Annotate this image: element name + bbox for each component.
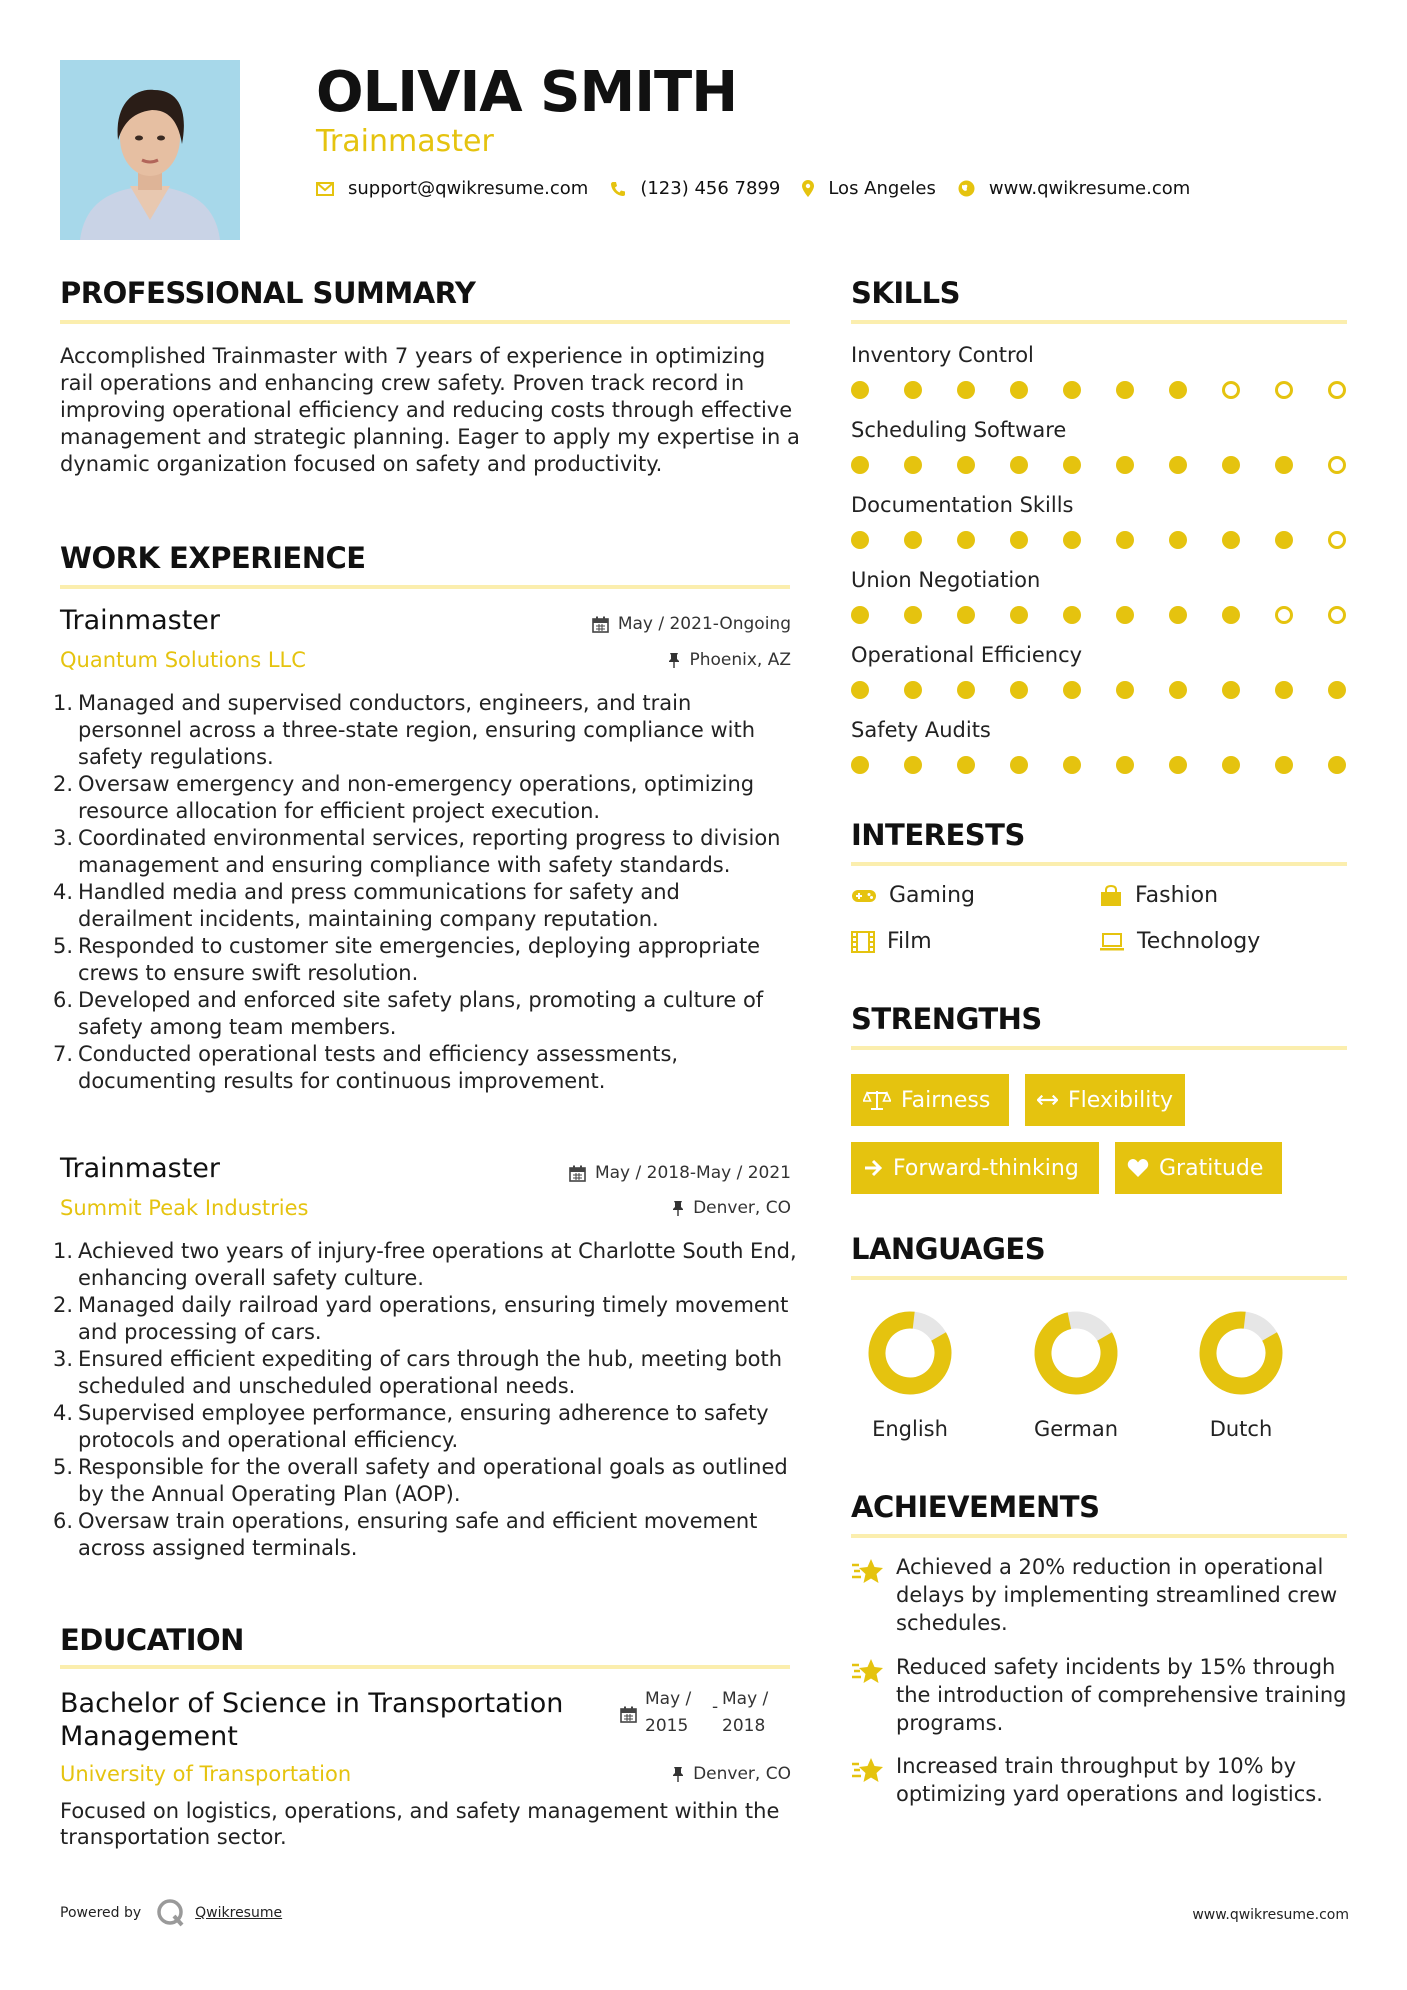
rating-dot-filled bbox=[1169, 681, 1187, 699]
achievement-text: Increased train throughput by 10% by optimizing yard operations and logistics. bbox=[896, 1754, 1323, 1806]
pushpin-icon bbox=[668, 652, 680, 668]
contact-website[interactable] bbox=[958, 178, 1190, 199]
rating-dot-filled bbox=[904, 756, 922, 774]
education-location-text: Denver, CO bbox=[693, 1764, 791, 1784]
rating-dot-filled bbox=[1222, 531, 1240, 549]
rating-dot-filled bbox=[904, 681, 922, 699]
rating-dot-filled bbox=[1063, 681, 1081, 699]
skill-name: Inventory Control bbox=[851, 343, 1034, 367]
summary-rule bbox=[60, 320, 790, 324]
phone-icon bbox=[610, 181, 626, 197]
list-item: 1. Achieved two years of injury-free operations at Charlotte South End, enhancing overall safety culture. bbox=[53, 1239, 797, 1290]
calendar-icon bbox=[569, 1165, 586, 1182]
rating-dot-filled bbox=[851, 381, 869, 399]
rating-dot-empty bbox=[1328, 606, 1346, 624]
skills-rule bbox=[851, 320, 1347, 324]
contact-email[interactable] bbox=[316, 178, 588, 199]
star-icon bbox=[851, 1756, 885, 1784]
job-dates bbox=[540, 614, 791, 634]
work-rule bbox=[60, 585, 790, 589]
list-item: 2. Oversaw emergency and non-emergency operations, optimizing resource allocation for efficient project execution. bbox=[53, 772, 755, 823]
summary-heading: PROFESSIONAL SUMMARY bbox=[60, 276, 476, 310]
interest-label: Film bbox=[887, 929, 932, 954]
rating-dot-filled bbox=[904, 456, 922, 474]
interest-item-gaming bbox=[851, 883, 975, 908]
rating-dot-filled bbox=[1116, 531, 1134, 549]
rating-dot-filled bbox=[1010, 756, 1028, 774]
rating-dot-filled bbox=[957, 381, 975, 399]
gamepad-icon bbox=[851, 888, 877, 904]
shopping-bag-icon bbox=[1099, 885, 1123, 907]
skill-rating bbox=[851, 456, 1351, 478]
job-bullets bbox=[53, 1238, 798, 1562]
contact-phone[interactable] bbox=[610, 178, 780, 199]
strength-chip-gratitude bbox=[1115, 1142, 1282, 1194]
rating-dot-filled bbox=[1222, 606, 1240, 624]
star-icon bbox=[851, 1657, 885, 1685]
list-item: 3. Ensured efficient expediting of cars through the hub, meeting both scheduled and unscheduled operational needs. bbox=[53, 1347, 783, 1398]
list-item: 5. Responsible for the overall safety and operational goals as outlined by the Annual Operating Plan (AOP). bbox=[53, 1455, 788, 1506]
rating-dot-filled bbox=[1063, 606, 1081, 624]
list-item: 2. Managed daily railroad yard operations, ensuring timely movement and processing of cars. bbox=[53, 1293, 789, 1344]
rating-dot-filled bbox=[1275, 456, 1293, 474]
job-location-text: Denver, CO bbox=[693, 1198, 791, 1218]
achievements-heading: ACHIEVEMENTS bbox=[851, 1490, 1100, 1524]
rating-dot-filled bbox=[957, 456, 975, 474]
rating-dot-filled bbox=[1116, 681, 1134, 699]
job-company: Summit Peak Industries bbox=[60, 1196, 309, 1220]
interests-rule bbox=[851, 862, 1347, 866]
rating-dot-filled bbox=[1116, 381, 1134, 399]
list-item: 7. Conducted operational tests and efficiency assessments, documenting results for continuous improvement. bbox=[53, 1042, 679, 1093]
language-ring-english bbox=[865, 1308, 955, 1398]
interest-item-film bbox=[851, 929, 932, 954]
rating-dot-filled bbox=[957, 681, 975, 699]
rating-dot-filled bbox=[1063, 456, 1081, 474]
language-label-german: German bbox=[1033, 1417, 1119, 1441]
interest-label: Gaming bbox=[889, 883, 975, 908]
powered-by-text: Powered by bbox=[60, 1905, 142, 1921]
skill-name: Scheduling Software bbox=[851, 418, 1067, 442]
strength-chip-fairness bbox=[851, 1074, 1009, 1126]
strengths-rule bbox=[851, 1046, 1347, 1050]
skills-heading: SKILLS bbox=[851, 276, 960, 310]
skill-rating bbox=[851, 606, 1351, 628]
education-location bbox=[600, 1764, 791, 1784]
list-item: 4. Supervised employee performance, ensuring adherence to safety protocols and operational efficiency. bbox=[53, 1401, 769, 1452]
language-ring-german bbox=[1031, 1308, 1121, 1398]
rating-dot-filled bbox=[1328, 681, 1346, 699]
education-rule bbox=[60, 1665, 790, 1669]
calendar-icon bbox=[592, 616, 609, 633]
language-ring-dutch bbox=[1196, 1308, 1286, 1398]
phone-text: (123) 456 7899 bbox=[640, 178, 781, 199]
globe-icon bbox=[958, 180, 975, 197]
rating-dot-empty bbox=[1328, 381, 1346, 399]
candidate-role: Trainmaster bbox=[316, 124, 494, 159]
rating-dot-filled bbox=[1116, 456, 1134, 474]
rating-dot-filled bbox=[851, 606, 869, 624]
rating-dot-filled bbox=[851, 531, 869, 549]
rating-dot-filled bbox=[1169, 381, 1187, 399]
language-label-dutch: Dutch bbox=[1209, 1417, 1273, 1441]
rating-dot-filled bbox=[1063, 531, 1081, 549]
interests-heading: INTERESTS bbox=[851, 818, 1025, 852]
rating-dot-filled bbox=[851, 456, 869, 474]
interest-label: Fashion bbox=[1135, 883, 1219, 908]
job-location bbox=[520, 1198, 791, 1218]
map-pin-icon bbox=[802, 180, 814, 197]
achievement-item bbox=[851, 1752, 1361, 1808]
rating-dot-filled bbox=[1116, 606, 1134, 624]
candidate-name: OLIVIA SMITH bbox=[316, 60, 738, 125]
strength-label: Fairness bbox=[901, 1087, 991, 1113]
heart-icon bbox=[1127, 1158, 1149, 1178]
arrows-horizontal-icon bbox=[1037, 1093, 1058, 1107]
job-dates-text: May / 2021-Ongoing bbox=[617, 614, 791, 634]
rating-dot-filled bbox=[1010, 456, 1028, 474]
strengths-heading: STRENGTHS bbox=[851, 1002, 1042, 1036]
rating-dot-filled bbox=[1063, 756, 1081, 774]
language-ring-fill bbox=[1196, 1308, 1286, 1398]
strength-label: Flexibility bbox=[1068, 1087, 1173, 1113]
job-location bbox=[540, 650, 791, 670]
job-bullets bbox=[53, 690, 798, 1095]
skill-rating bbox=[851, 531, 1351, 553]
footer-url[interactable]: www.qwikresume.com bbox=[1192, 1907, 1349, 1923]
rating-dot-filled bbox=[1328, 756, 1346, 774]
rating-dot-filled bbox=[851, 756, 869, 774]
arrow-right-icon bbox=[863, 1159, 883, 1177]
rating-dot-filled bbox=[957, 756, 975, 774]
summary-text: Accomplished Trainmaster with 7 years of experience in optimizing rail operations and enhancing crew safety. Proven track record in improving operational efficiency and reducing costs through effective management and strategic planning. Eager to apply my expertise in a dynamic organization focused on safety and productivity. bbox=[60, 344, 800, 476]
rating-dot-filled bbox=[904, 381, 922, 399]
rating-dot-filled bbox=[1010, 381, 1028, 399]
qwikresume-logo-icon bbox=[155, 1897, 187, 1929]
skill-rating bbox=[851, 681, 1351, 703]
rating-dot-empty bbox=[1328, 531, 1346, 549]
list-item: 5. Responded to customer site emergencies, deploying appropriate crews to ensure swift resolution. bbox=[53, 934, 761, 985]
email-icon bbox=[316, 182, 334, 196]
list-item: 4. Handled media and press communications for safety and derailment incidents, maintaining company reputation. bbox=[53, 880, 680, 931]
achievement-item bbox=[851, 1653, 1361, 1737]
skill-rating bbox=[851, 756, 1351, 778]
rating-dot-filled bbox=[1275, 681, 1293, 699]
strength-label: Forward-thinking bbox=[893, 1155, 1079, 1181]
rating-dot-filled bbox=[1063, 381, 1081, 399]
brand-link[interactable]: Qwikresume bbox=[195, 1905, 283, 1921]
skill-name: Documentation Skills bbox=[851, 493, 1074, 517]
list-item: 1. Managed and supervised conductors, engineers, and train personnel across a three-state region, ensuring compliance with safety regulations. bbox=[53, 691, 756, 769]
pushpin-icon bbox=[672, 1200, 684, 1216]
balance-scale-icon bbox=[863, 1089, 891, 1111]
list-item: 6. Developed and enforced site safety plans, promoting a culture of safety among team members. bbox=[53, 988, 764, 1039]
email-text: support@qwikresume.com bbox=[348, 178, 589, 199]
location-text: Los Angeles bbox=[828, 178, 936, 199]
footer-powered-by bbox=[60, 1897, 282, 1929]
rating-dot-filled bbox=[1010, 681, 1028, 699]
rating-dot-filled bbox=[1116, 756, 1134, 774]
language-ring-fill bbox=[865, 1308, 955, 1398]
rating-dot-empty bbox=[1328, 456, 1346, 474]
interest-item-fashion bbox=[1099, 883, 1218, 908]
job-location-text: Phoenix, AZ bbox=[689, 650, 791, 670]
strength-chip-forward-thinking bbox=[851, 1142, 1099, 1194]
rating-dot-empty bbox=[1222, 381, 1240, 399]
education-end: May / 2018 bbox=[722, 1689, 769, 1736]
rating-dot-filled bbox=[957, 606, 975, 624]
job-title: Trainmaster bbox=[60, 1153, 220, 1184]
rating-dot-empty bbox=[1275, 606, 1293, 624]
rating-dot-filled bbox=[1222, 756, 1240, 774]
rating-dot-filled bbox=[1010, 606, 1028, 624]
skill-name: Operational Efficiency bbox=[851, 643, 1083, 667]
languages-rule bbox=[851, 1276, 1347, 1280]
pushpin-icon bbox=[672, 1766, 684, 1782]
interest-label: Technology bbox=[1137, 929, 1261, 954]
education-start: May / 2015 bbox=[645, 1689, 692, 1736]
rating-dot-empty bbox=[1275, 381, 1293, 399]
strength-chip-flexibility bbox=[1025, 1074, 1185, 1126]
profile-photo bbox=[60, 60, 240, 240]
laptop-icon bbox=[1099, 932, 1125, 952]
rating-dot-filled bbox=[1222, 456, 1240, 474]
school-name: University of Transportation bbox=[60, 1762, 352, 1786]
rating-dot-filled bbox=[1275, 756, 1293, 774]
skill-name: Safety Audits bbox=[851, 718, 991, 742]
calendar-icon bbox=[620, 1706, 637, 1723]
job-company: Quantum Solutions LLC bbox=[60, 648, 306, 672]
rating-dot-filled bbox=[851, 681, 869, 699]
language-label-english: English bbox=[872, 1417, 948, 1441]
achievement-text: Reduced safety incidents by 15% through the introduction of comprehensive training programs. bbox=[896, 1655, 1347, 1735]
contact-location bbox=[802, 178, 936, 199]
rating-dot-filled bbox=[1169, 756, 1187, 774]
rating-dot-filled bbox=[1169, 606, 1187, 624]
work-heading: WORK EXPERIENCE bbox=[60, 541, 366, 575]
education-heading: EDUCATION bbox=[60, 1623, 244, 1657]
job-dates-text: May / 2018-May / 2021 bbox=[594, 1163, 791, 1183]
film-icon bbox=[851, 931, 875, 953]
achievement-text: Achieved a 20% reduction in operational delays by implementing streamlined crew schedules. bbox=[896, 1555, 1338, 1635]
rating-dot-filled bbox=[1222, 681, 1240, 699]
rating-dot-filled bbox=[1010, 531, 1028, 549]
rating-dot-filled bbox=[904, 531, 922, 549]
skill-name: Union Negotiation bbox=[851, 568, 1041, 592]
rating-dot-filled bbox=[1169, 531, 1187, 549]
skill-rating bbox=[851, 381, 1351, 403]
education-description: Focused on logistics, operations, and safety management within the transportation sector. bbox=[60, 1799, 780, 1849]
strength-label: Gratitude bbox=[1159, 1155, 1264, 1181]
achievement-item bbox=[851, 1553, 1361, 1637]
star-icon bbox=[851, 1557, 885, 1585]
contact-bar bbox=[316, 178, 1212, 199]
list-item: 6. Oversaw train operations, ensuring safe and efficient movement across assigned terminals. bbox=[53, 1509, 758, 1560]
languages-heading: LANGUAGES bbox=[851, 1232, 1046, 1266]
rating-dot-filled bbox=[1169, 456, 1187, 474]
list-item: 3. Coordinated environmental services, reporting progress to division management and ensuring compliance with safety standards. bbox=[53, 826, 781, 877]
education-date-separator: - bbox=[712, 1697, 719, 1717]
website-text: www.qwikresume.com bbox=[988, 178, 1191, 199]
job-title: Trainmaster bbox=[60, 605, 220, 636]
job-dates bbox=[520, 1163, 791, 1183]
rating-dot-filled bbox=[1275, 531, 1293, 549]
rating-dot-filled bbox=[904, 606, 922, 624]
rating-dot-filled bbox=[957, 531, 975, 549]
interest-item-technology bbox=[1099, 929, 1260, 954]
achievements-rule bbox=[851, 1534, 1347, 1538]
degree-title: Bachelor of Science in Transportation Management bbox=[60, 1688, 564, 1752]
